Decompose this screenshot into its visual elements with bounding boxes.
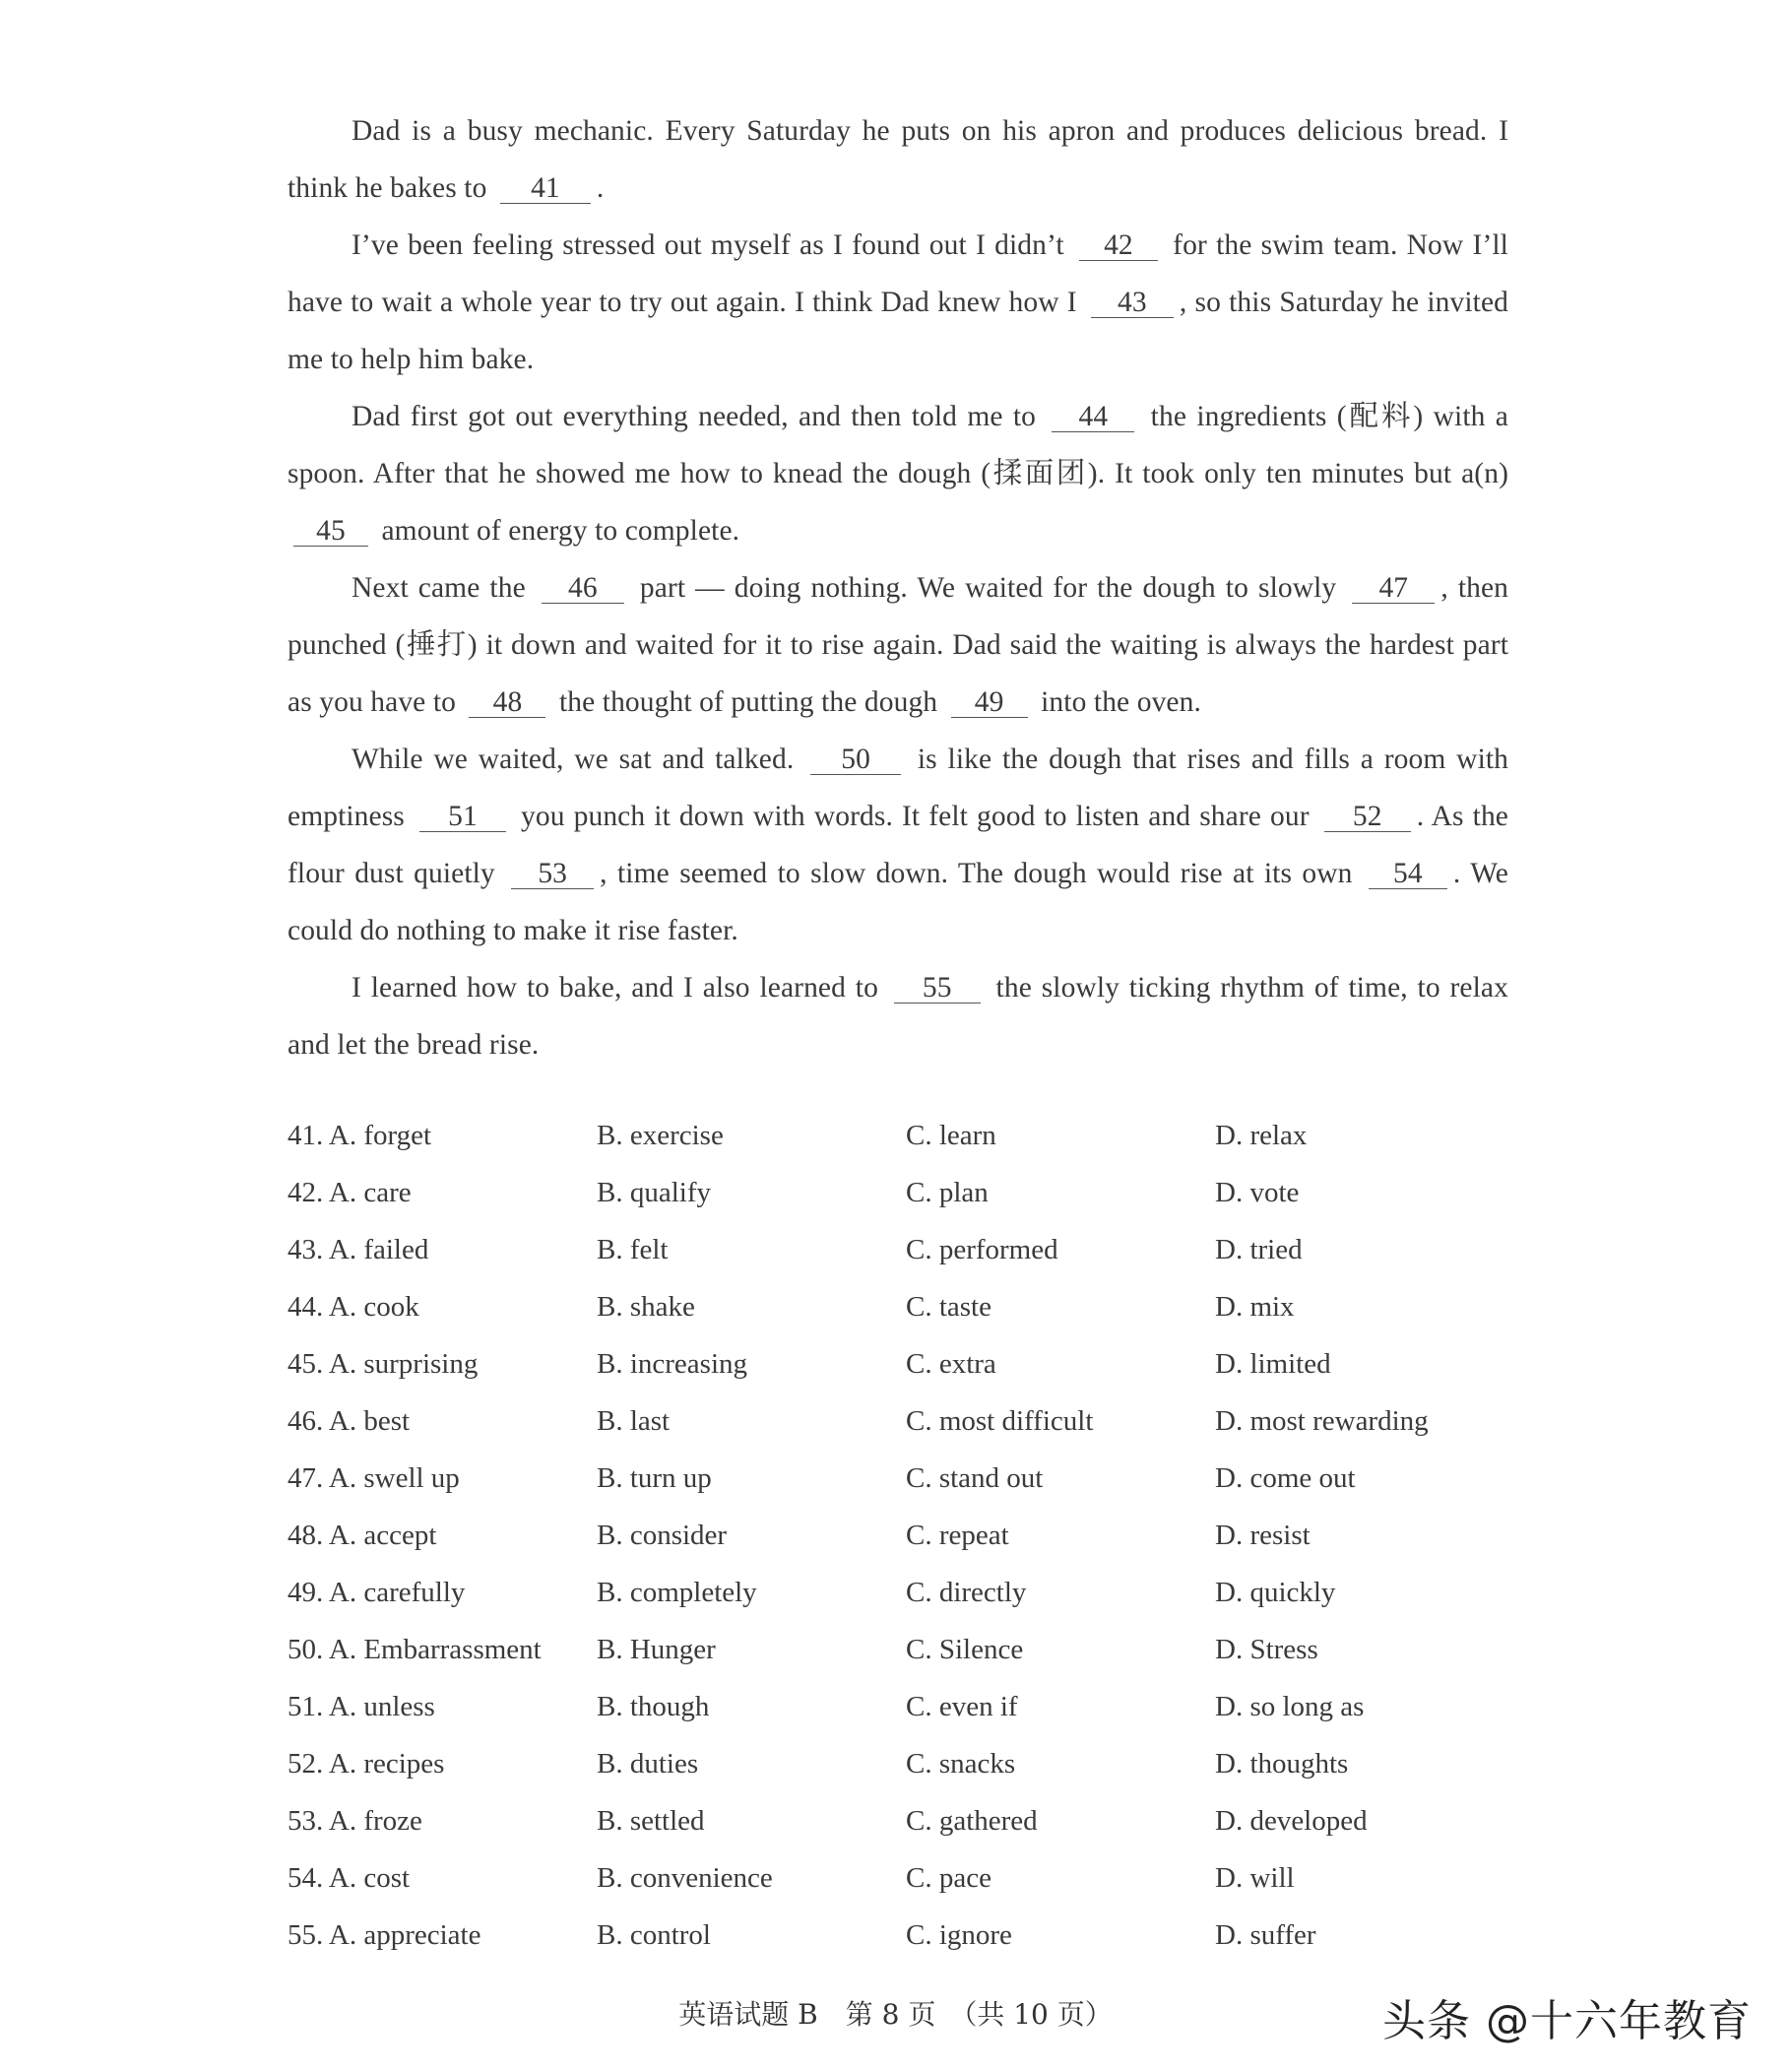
option-b: B. Hunger: [597, 1634, 716, 1665]
option-a: 42. A. care: [288, 1177, 412, 1208]
option-d: D. quickly: [1215, 1577, 1336, 1608]
paragraph-3: [288, 388, 1508, 559]
option-b: B. felt: [597, 1234, 669, 1265]
option-a: 43. A. failed: [288, 1234, 429, 1265]
option-d: D. so long as: [1215, 1691, 1365, 1722]
blank-55: 55: [894, 973, 981, 1004]
option-c: C. extra: [906, 1348, 996, 1380]
option-d: D. Stress: [1215, 1634, 1318, 1665]
blank-48: 48: [469, 687, 545, 718]
option-b: B. completely: [597, 1577, 757, 1608]
blank-41: 41: [500, 173, 591, 204]
blank-51: 51: [419, 802, 506, 832]
text: into the oven.: [1041, 686, 1201, 718]
text: I’ve been feeling stressed out myself as I found out I didn’t: [352, 229, 1064, 261]
question-52-options: [288, 1735, 1508, 1792]
option-a: 45. A. surprising: [288, 1348, 479, 1380]
option-c: C. snacks: [906, 1748, 1016, 1780]
option-d: D. resist: [1215, 1520, 1311, 1551]
paragraph-5: [288, 731, 1508, 959]
paragraph-1: [288, 102, 1508, 217]
blank-50: 50: [810, 745, 901, 775]
question-41-options: [288, 1107, 1508, 1164]
page-footer: 英语试题 B 第 8 页 （共 10 页）: [678, 1998, 1113, 2031]
option-d: D. tried: [1215, 1234, 1303, 1265]
option-c: C. performed: [906, 1234, 1058, 1265]
text: .: [596, 172, 605, 204]
option-d: D. come out: [1215, 1462, 1356, 1494]
option-c: C. gathered: [906, 1805, 1038, 1837]
text: amount of energy to complete.: [381, 515, 740, 547]
option-c: C. plan: [906, 1177, 989, 1208]
option-b: B. turn up: [597, 1462, 712, 1494]
blank-54: 54: [1369, 859, 1447, 889]
text: part — doing nothing. We waited for the dough to slowly: [639, 572, 1337, 604]
option-b: B. convenience: [597, 1862, 773, 1894]
text: Dad first got out everything needed, and then told me to: [352, 401, 1037, 432]
option-b: B. control: [597, 1919, 711, 1951]
question-50-options: [288, 1621, 1508, 1678]
blank-47: 47: [1352, 573, 1435, 604]
text: the thought of putting the dough: [558, 686, 938, 718]
text: I learned how to bake, and I also learned to: [352, 972, 878, 1004]
blank-42: 42: [1079, 230, 1158, 261]
question-48-options: [288, 1507, 1508, 1564]
option-c: C. most difficult: [906, 1405, 1094, 1437]
text: Dad is a busy mechanic. Every Saturday he puts on his apron and produces delicious bread. I think he bakes to: [288, 115, 1508, 204]
option-a: 50. A. Embarrassment: [288, 1634, 542, 1665]
answer-options: [288, 1107, 1508, 1964]
paragraph-4: [288, 559, 1508, 731]
option-c: C. stand out: [906, 1462, 1044, 1494]
text: , time seemed to slow down. The dough would rise at its own: [600, 858, 1353, 889]
option-d: D. vote: [1215, 1177, 1300, 1208]
option-d: D. thoughts: [1215, 1748, 1349, 1780]
option-b: B. last: [597, 1405, 671, 1437]
option-a: 51. A. unless: [288, 1691, 435, 1722]
option-c: C. repeat: [906, 1520, 1009, 1551]
option-d: D. relax: [1215, 1120, 1308, 1151]
question-51-options: [288, 1678, 1508, 1735]
option-b: B. exercise: [597, 1120, 724, 1151]
paragraph-6: [288, 959, 1508, 1073]
question-46-options: [288, 1392, 1508, 1450]
option-c: C. ignore: [906, 1919, 1012, 1951]
question-55-options: [288, 1907, 1508, 1964]
option-b: B. consider: [597, 1520, 728, 1551]
option-d: D. limited: [1215, 1348, 1331, 1380]
question-49-options: [288, 1564, 1508, 1621]
option-a: 49. A. carefully: [288, 1577, 466, 1608]
text: for the swim team. Now I’ll have to wait a whole year to try out again. I think Dad knew how I: [288, 229, 1508, 318]
option-b: B. qualify: [597, 1177, 711, 1208]
blank-44: 44: [1052, 402, 1134, 432]
option-a: 52. A. recipes: [288, 1748, 445, 1780]
option-c: C. taste: [906, 1291, 991, 1323]
text: the slowly ticking rhythm of time, to relax and let the bread rise.: [288, 972, 1508, 1061]
option-d: D. mix: [1215, 1291, 1295, 1323]
option-a: 41. A. forget: [288, 1120, 432, 1151]
option-b: B. shake: [597, 1291, 695, 1323]
text: , so this Saturday he invited me to help him bake.: [288, 287, 1508, 375]
option-d: D. will: [1215, 1862, 1295, 1894]
option-b: B. increasing: [597, 1348, 748, 1380]
option-c: C. even if: [906, 1691, 1018, 1722]
option-a: 47. A. swell up: [288, 1462, 460, 1494]
blank-49: 49: [951, 687, 1028, 718]
option-a: 46. A. best: [288, 1405, 411, 1437]
option-a: 54. A. cost: [288, 1862, 411, 1894]
paragraph-2: [288, 217, 1508, 388]
option-b: B. duties: [597, 1748, 699, 1780]
blank-53: 53: [511, 859, 594, 889]
blank-43: 43: [1091, 288, 1174, 318]
option-a: 55. A. appreciate: [288, 1919, 481, 1951]
question-47-options: [288, 1450, 1508, 1507]
option-c: C. Silence: [906, 1634, 1024, 1665]
text: the ingredients (配料) with a spoon. After that he showed me how to knead the dough (揉面团). It took only ten minutes but a(n): [288, 401, 1508, 489]
option-a: 53. A. froze: [288, 1805, 422, 1837]
question-53-options: [288, 1792, 1508, 1849]
option-c: C. directly: [906, 1577, 1027, 1608]
blank-52: 52: [1324, 802, 1411, 832]
text: Next came the: [352, 572, 526, 604]
text: . As the flour dust quietly: [288, 801, 1508, 889]
blank-45: 45: [293, 516, 368, 547]
watermark: 头条 @十六年教育: [1382, 1996, 1752, 2046]
text: , then punched (捶打) it down and waited for it to rise again. Dad said the waiting is always the hardest part as you have to: [288, 572, 1509, 718]
option-d: D. developed: [1215, 1805, 1368, 1837]
option-d: D. most rewarding: [1215, 1405, 1429, 1437]
cloze-passage: [288, 102, 1508, 1073]
text: While we waited, we sat and talked.: [352, 744, 795, 775]
option-a: 44. A. cook: [288, 1291, 419, 1323]
question-54-options: [288, 1849, 1508, 1907]
option-b: B. though: [597, 1691, 710, 1722]
blank-46: 46: [542, 573, 624, 604]
text: . We could do nothing to make it rise faster.: [288, 858, 1508, 946]
question-45-options: [288, 1335, 1508, 1392]
question-44-options: [288, 1278, 1508, 1335]
option-a: 48. A. accept: [288, 1520, 437, 1551]
question-43-options: [288, 1221, 1508, 1278]
text: is like the dough that rises and fills a room with emptiness: [288, 744, 1509, 832]
text: you punch it down with words. It felt good to listen and share our: [521, 801, 1310, 832]
option-c: C. learn: [906, 1120, 996, 1151]
option-b: B. settled: [597, 1805, 705, 1837]
option-c: C. pace: [906, 1862, 991, 1894]
question-42-options: [288, 1164, 1508, 1221]
option-d: D. suffer: [1215, 1919, 1316, 1951]
